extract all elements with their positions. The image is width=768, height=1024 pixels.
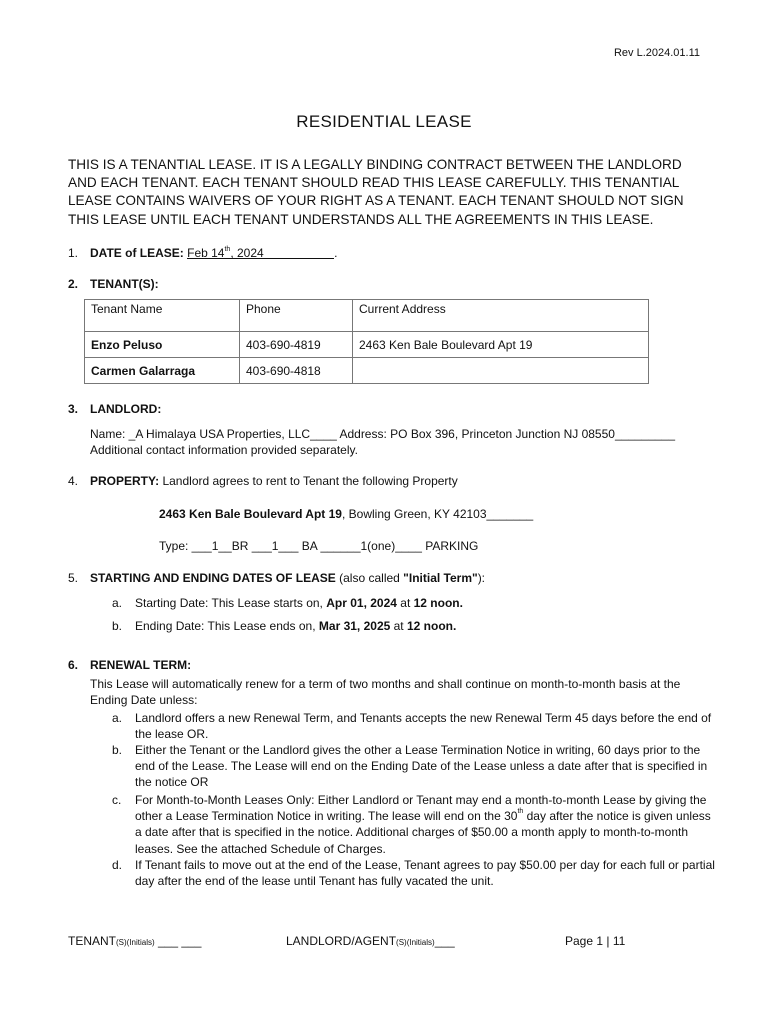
section-4-number: 4. [68, 474, 79, 488]
renewal-term-label: RENEWAL TERM: [90, 658, 192, 672]
renewal-item-a: a. Landlord offers a new Renewal Term, and Tenants accepts the new Renewal Term 45 days before the end of the lease OR. [112, 711, 712, 742]
tenant-name-cell: Carmen Galarraga [85, 358, 240, 384]
section-5-number: 5. [68, 571, 79, 585]
tenant-address-cell: 2463 Ken Bale Boulevard Apt 19 [353, 332, 649, 358]
section-6-number: 6. [68, 658, 79, 672]
section-2-number: 2. [68, 277, 79, 291]
tenant-phone-cell: 403-690-4818 [240, 358, 353, 384]
table-row [85, 332, 649, 358]
tenant-name-cell: Enzo Peluso [85, 332, 240, 358]
section-5: STARTING AND ENDING DATES OF LEASE (also called "Initial Term"): [90, 571, 486, 585]
document-title: RESIDENTIAL LEASE [296, 112, 472, 131]
renewal-item-c: c. For Month-to-Month Leases Only: Either Landlord or Tenant may end a month-to-month Lease by giving the other a Lease Termination Notice in writing. The lease will end on the 30th day after the notice is given unless a date after that is specified in the notice. Additional charges of $50.00 a month apply to month-to-month leases. See the attached Schedule of Charges. [112, 793, 711, 856]
table-row [85, 358, 649, 384]
start-date-item: a. Starting Date: This Lease starts on, Apr 01, 2024 at 12 noon. [112, 596, 463, 610]
renewal-intro: This Lease will automatically renew for a term of two months and shall continue on month-to-month basis at the Ending Date unless: [90, 677, 681, 708]
header-tenant-name: Tenant Name [85, 300, 240, 332]
intro-paragraph: THIS IS A TENANTIAL LEASE. IT IS A LEGALLY BINDING CONTRACT BETWEEN THE LANDLORD AND EACH TENANT. EACH TENANT SHOULD READ THIS LEASE CAREFULLY. THIS TENANTIAL LEASE CONTAINS WAIVERS OF YOUR RIGHT AS A TENANT. EACH TENANT SHOULD NOT SIGN THIS LEASE UNTIL EACH TENANT UNDERSTANDS ALL THE AGREEMENTS IN THIS LEASE. [68, 157, 684, 227]
tenants-label: TENANT(S): [90, 277, 159, 291]
page-number: Page 1 | 11 [565, 934, 626, 948]
revision-label: Rev L.2024.01.11 [613, 47, 700, 59]
property-address: 2463 Ken Bale Boulevard Apt 19, Bowling Green, KY 42103_______ [159, 507, 534, 521]
tenant-phone-cell: 403-690-4819 [240, 332, 353, 358]
property-type-line: Type: ___1__BR ___1___ BA ______1(one)____ PARKING [159, 539, 479, 553]
landlord-name-address: Name: _A Himalaya USA Properties, LLC____ Address: PO Box 396, Princeton Junction NJ 08550_________ [90, 427, 676, 441]
table-header-row [85, 300, 649, 332]
header-phone: Phone [240, 300, 353, 332]
section-1: DATE of LEASE: Feb 14th, 2024 . [90, 246, 338, 260]
tenant-address-cell [353, 358, 649, 384]
property-label: PROPERTY: [90, 474, 160, 488]
header-current-address: Current Address [353, 300, 649, 332]
end-date-item: b. Ending Date: This Lease ends on, Mar 31, 2025 at 12 noon. [112, 619, 457, 633]
tenant-initials: TENANT(S)(Initials) ___ ___ [68, 934, 202, 948]
renewal-item-d: d. If Tenant fails to move out at the end of the Lease, Tenant agrees to pay $50.00 per day for each full or partial day after the end of the lease until Tenant has fully vacated the unit. [112, 858, 715, 889]
lease-date-field: Feb 14th, 2024 [187, 246, 334, 259]
renewal-item-b: b. Either the Tenant or the Landlord gives the other a Lease Termination Notice in writing, 60 days prior to the end of the Lease. The Lease will end on the Ending Date of the Lease unless a date after that is specified in the notice OR [112, 743, 708, 790]
landlord-initials: LANDLORD/AGENT(S)(Initials)___ [286, 934, 455, 948]
section-4 [90, 474, 458, 488]
property-text: Landlord agrees to rent to Tenant the following Property [159, 474, 458, 488]
date-of-lease-label: DATE of LEASE: [90, 246, 184, 260]
section-3-number: 3. [68, 402, 79, 416]
landlord-details [90, 426, 675, 458]
section-1-number: 1. [68, 246, 79, 260]
landlord-additional-info: Additional contact information provided separately. [90, 443, 358, 457]
landlord-label: LANDLORD: [90, 402, 162, 416]
tenants-table [84, 299, 649, 384]
